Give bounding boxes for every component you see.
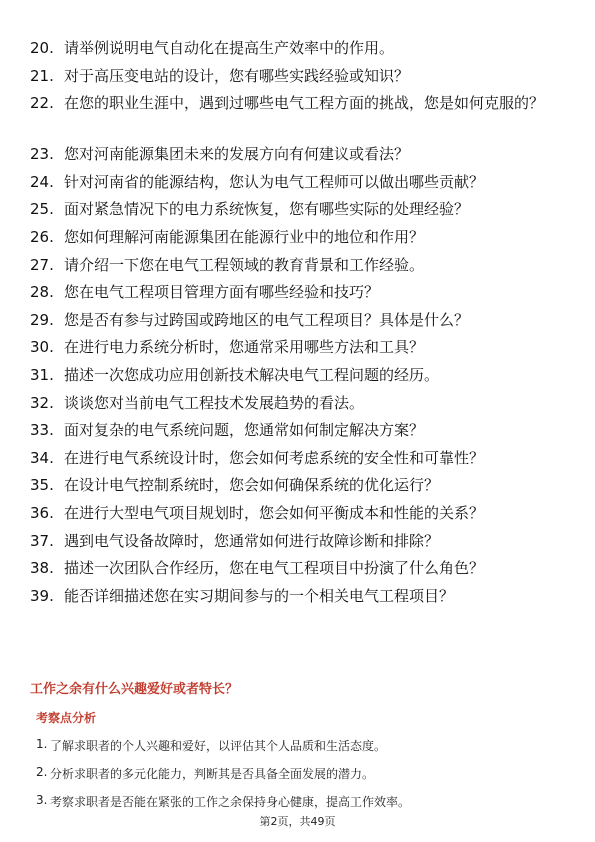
question-text: 描述一次团队合作经历，您在电气工程项目中扮演了什么角色？	[64, 559, 485, 578]
point-number: 3.	[36, 793, 48, 807]
question-number: 28.	[30, 283, 54, 302]
question-item	[30, 280, 570, 305]
question-text: 在进行电气系统设计时，您会如何考虑系统的安全性和可靠性？	[64, 448, 485, 467]
question-item	[30, 501, 570, 526]
question-text: 在进行电力系统分析时，您通常采用哪些方法和工具？	[64, 338, 425, 357]
question-item	[30, 391, 570, 416]
question-text: 面对紧急情况下的电力系统恢复，您有哪些实际的处理经验？	[64, 200, 470, 219]
question-number: 39.	[30, 586, 54, 605]
question-item	[30, 529, 570, 554]
question-number: 23.	[30, 145, 54, 164]
question-number: 38.	[30, 559, 54, 578]
question-item	[30, 446, 570, 471]
point-text: 了解求职者的个人兴趣和爱好，以评估其个人品质和生活态度。	[50, 739, 387, 753]
question-number: 33.	[30, 421, 54, 440]
question-number: 35.	[30, 476, 54, 495]
question-item	[30, 170, 570, 195]
point-text: 分析求职者的多元化能力，判断其是否具备全面发展的潜力。	[50, 767, 375, 781]
question-number: 30.	[30, 338, 54, 357]
question-text: 描述一次您成功应用创新技术解决电气工程问题的经历。	[64, 366, 440, 384]
question-text: 在设计电气控制系统时，您会如何确保系统的优化运行？	[64, 476, 440, 495]
question-number: 21.	[30, 66, 54, 85]
question-text: 能否详细描述您在实习期间参与的一个相关电气工程项目？	[64, 586, 455, 605]
question-number: 27.	[30, 255, 54, 274]
question-number: 22.	[30, 94, 54, 113]
question-number: 37.	[30, 531, 54, 550]
question-text: 谈谈您对当前电气工程技术发展趋势的看法。	[64, 393, 365, 412]
question-number: 26.	[30, 228, 54, 246]
question-number: 24.	[30, 172, 54, 191]
question-item	[30, 363, 570, 388]
question-item	[30, 253, 570, 278]
question-number: 34.	[30, 448, 54, 467]
question-item	[30, 418, 570, 443]
point-number: 2.	[36, 765, 48, 779]
question-item	[30, 335, 570, 360]
question-item	[30, 556, 570, 581]
question-item	[30, 225, 570, 250]
analysis-subtitle: 考察点分析	[36, 711, 97, 725]
question-item	[30, 64, 570, 89]
question-text: 在进行大型电气项目规划时，您会如何平衡成本和性能的关系？	[64, 504, 485, 522]
question-text: 您如何理解河南能源集团在能源行业中的地位和作用？	[64, 228, 425, 246]
question-number: 25.	[30, 200, 54, 219]
question-text: 遇到电气设备故障时，您通常如何进行故障诊断和排除？	[64, 531, 440, 550]
analysis-point	[36, 737, 386, 754]
point-text: 考察求职者是否能在紧张的工作之余保持身心健康，提高工作效率。	[50, 795, 411, 809]
question-item	[30, 308, 570, 333]
question-text: 针对河南省的能源结构，您认为电气工程师可以做出哪些贡献？	[64, 172, 485, 191]
question-number: 32.	[30, 393, 54, 412]
question-text: 在您的职业生涯中，遇到过哪些电气工程方面的挑战，您是如何克服的？	[64, 94, 545, 113]
analysis-point	[36, 793, 410, 810]
question-item	[30, 36, 570, 61]
question-text: 请介绍一下您在电气工程领域的教育背景和工作经验。	[64, 255, 425, 274]
question-item	[30, 473, 570, 498]
question-text: 您对河南能源集团未来的发展方向有何建议或看法？	[64, 145, 410, 164]
question-item	[30, 91, 570, 116]
point-number: 1.	[36, 737, 48, 751]
question-text: 您在电气工程项目管理方面有哪些经验和技巧？	[64, 283, 380, 302]
section-title: 工作之余有什么兴趣爱好或者特长？	[30, 682, 239, 697]
question-text: 请举例说明电气自动化在提高生产效率中的作用。	[64, 39, 395, 57]
question-number: 20.	[30, 39, 54, 57]
question-item	[30, 142, 570, 167]
question-text: 对于高压变电站的设计，您有哪些实践经验或知识？	[64, 66, 410, 85]
page-footer: 第2页，共49页	[259, 815, 336, 828]
question-number: 31.	[30, 366, 54, 384]
question-item	[30, 197, 570, 222]
question-number: 29.	[30, 310, 54, 329]
question-text: 您是否有参与过跨国或跨地区的电气工程项目？具体是什么？	[64, 310, 470, 329]
question-number: 36.	[30, 504, 54, 522]
question-item	[30, 584, 570, 609]
analysis-point	[36, 765, 374, 782]
question-text: 面对复杂的电气系统问题，您通常如何制定解决方案？	[64, 421, 425, 440]
